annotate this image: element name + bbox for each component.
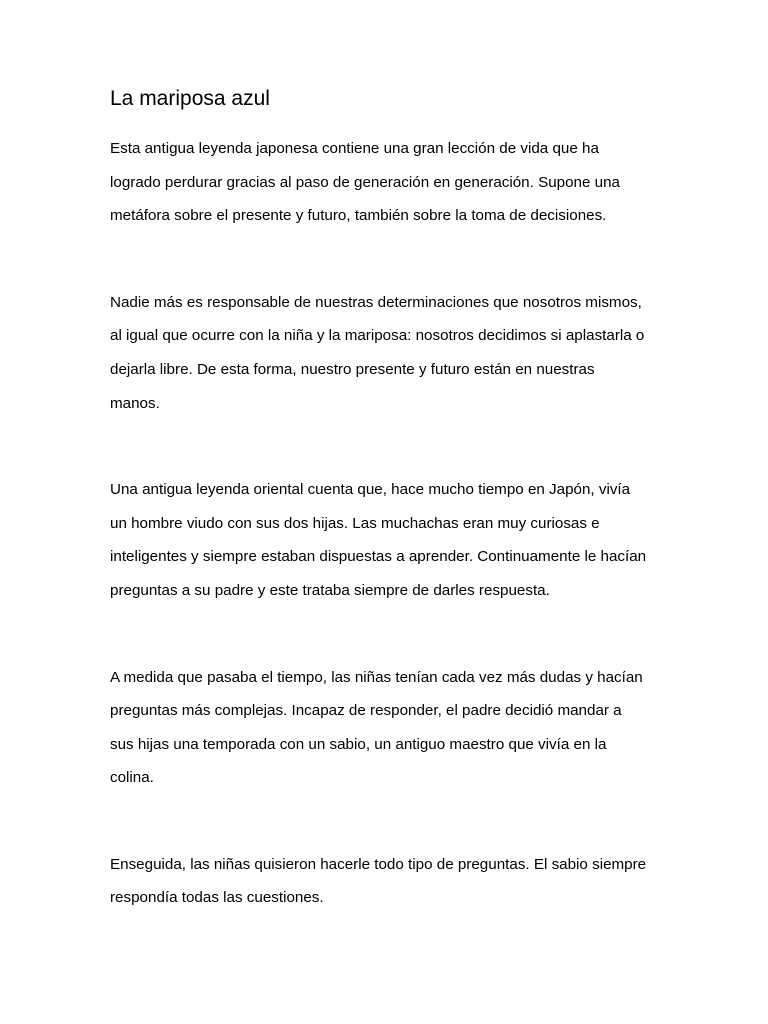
paragraph-1-line-2: logrado perdurar gracias al paso de generación en generación. Supone una bbox=[110, 174, 620, 191]
paragraph-2-line-4: manos. bbox=[110, 395, 160, 412]
paragraph-3-line-3: inteligentes y siempre estaban dispuestas a aprender. Continuamente le hacían bbox=[110, 548, 647, 565]
paragraph-3-line-1: Una antigua leyenda oriental cuenta que, hace mucho tiempo en Japón, vivía bbox=[110, 481, 631, 498]
paragraph-4-line-1: A medida que pasaba el tiempo, las niñas tenían cada vez más dudas y hacían bbox=[110, 669, 643, 686]
paragraph-2-line-2: al igual que ocurre con la niña y la mariposa: nosotros decidimos si aplastarla o bbox=[110, 327, 645, 344]
document-title: La mariposa azul bbox=[110, 87, 270, 110]
paragraph-3-line-2: un hombre viudo con sus dos hijas. Las muchachas eran muy curiosas e bbox=[110, 515, 600, 532]
paragraph-1-line-3: metáfora sobre el presente y futuro, también sobre la toma de decisiones. bbox=[110, 207, 607, 224]
paragraph-1-line-1: Esta antigua leyenda japonesa contiene una gran lección de vida que ha bbox=[110, 140, 599, 157]
paragraph-4-line-4: colina. bbox=[110, 769, 154, 786]
paragraph-5-line-1: Enseguida, las niñas quisieron hacerle todo tipo de preguntas. El sabio siempre bbox=[110, 856, 647, 873]
paragraph-5-line-2: respondía todas las cuestiones. bbox=[110, 889, 324, 906]
paragraph-4-line-2: preguntas más complejas. Incapaz de responder, el padre decidió mandar a bbox=[110, 702, 622, 719]
paragraph-2-line-3: dejarla libre. De esta forma, nuestro presente y futuro están en nuestras bbox=[110, 361, 595, 378]
paragraph-4-line-3: sus hijas una temporada con un sabio, un antiguo maestro que vivía en la bbox=[110, 736, 607, 753]
paragraph-3-line-4: preguntas a su padre y este trataba siempre de darles respuesta. bbox=[110, 582, 550, 599]
paragraph-2-line-1: Nadie más es responsable de nuestras determinaciones que nosotros mismos, bbox=[110, 294, 642, 311]
